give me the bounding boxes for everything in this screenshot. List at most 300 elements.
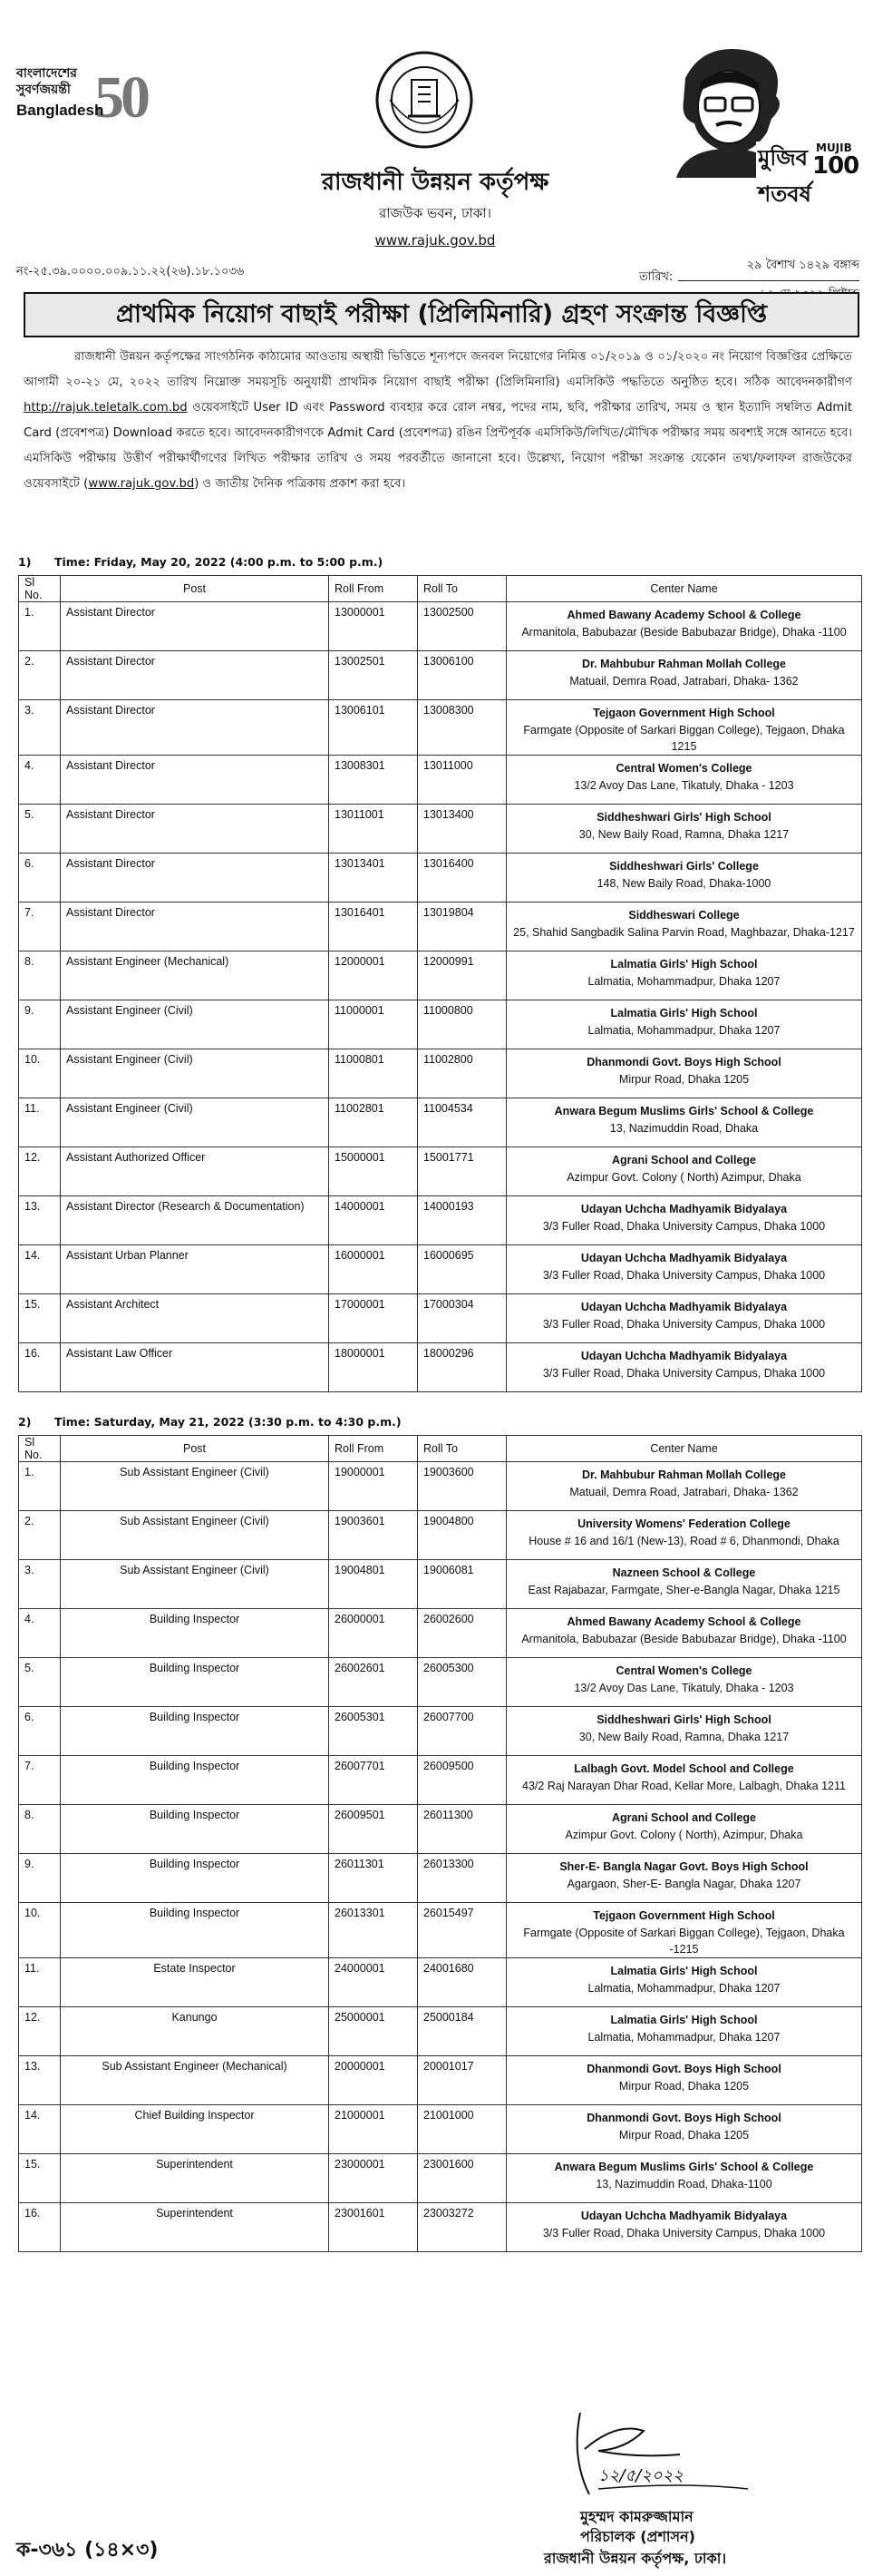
cell-center [507,2007,862,2056]
cell-roll-from: 19000001 [329,1462,418,1511]
table-row [19,1903,862,1958]
center-address: 3/3 Fuller Road, Dhaka University Campus, Dhaka 1000 [542,1220,826,1233]
signatory-title: পরিচালক (প্রশাসন) [580,2528,695,2545]
cell-post: Assistant Authorized Officer [61,1147,329,1196]
cell-post: Building Inspector [61,1658,329,1707]
col-post: Post [61,1436,329,1462]
cell-post: Assistant Director [61,602,329,651]
cell-sl: 9. [19,1854,61,1903]
cell-center [507,1000,862,1049]
cell-center [507,951,862,1000]
cell-roll-from: 24000001 [329,1958,418,2007]
logo-word: Bangladesh [16,102,104,119]
table-row [19,1049,862,1098]
cell-center [507,1511,862,1560]
table-row [19,756,862,805]
center-name: Udayan Uchcha Madhyamik Bidyalaya [580,1203,788,1215]
center-address: Agargaon, Sher-E- Bangla Nagar, Dhaka 1207 [567,1878,801,1890]
cell-sl: 7. [19,1756,61,1805]
table-row [19,1511,862,1560]
cell-roll-from: 26002601 [329,1658,418,1707]
cell-roll-to: 26011300 [418,1805,507,1854]
center-name: Lalmatia Girls' High School [610,958,758,971]
cell-center [507,1147,862,1196]
cell-post: Assistant Director [61,651,329,700]
cell-roll-to: 19003600 [418,1462,507,1511]
cell-roll-to: 19006081 [418,1560,507,1609]
date-label: তারিখ: [639,270,674,284]
cell-center [507,903,862,951]
schedule-1-heading [18,555,383,569]
center-name: Agrani School and College [611,1811,757,1824]
cell-post: Sub Assistant Engineer (Civil) [61,1511,329,1560]
cell-sl: 8. [19,951,61,1000]
cell-roll-to: 13008300 [418,700,507,756]
cell-roll-from: 13008301 [329,756,418,805]
cell-center [507,700,862,756]
center-address: Lalmatia, Mohammadpur, Dhaka 1207 [587,1024,781,1037]
cell-center [507,651,862,700]
table-row [19,1245,862,1294]
cell-sl: 14. [19,1245,61,1294]
cell-center [507,1756,862,1805]
center-address: Azimpur Govt. Colony ( North) Azimpur, Dhaka [567,1171,801,1184]
cell-sl: 16. [19,1343,61,1392]
col-center: Center Name [507,576,862,602]
table-row [19,1854,862,1903]
cell-sl: 10. [19,1903,61,1958]
cell-sl: 16. [19,2203,61,2252]
cell-center [507,1707,862,1756]
center-address: 3/3 Fuller Road, Dhaka University Campus, Dhaka 1000 [542,1269,826,1282]
table-row [19,1609,862,1658]
cell-center [507,1294,862,1343]
cell-sl: 2. [19,651,61,700]
organization-name: রাজধানী উন্নয়ন কর্তৃপক্ষ [321,169,549,196]
center-name: Ahmed Bawany Academy School & College [567,609,801,621]
center-name: Dr. Mahbubur Rahman Mollah College [581,1469,787,1481]
cell-center [507,1245,862,1294]
cell-roll-from: 20000001 [329,2056,418,2105]
cell-post: Kanungo [61,2007,329,2056]
cell-roll-from: 11000801 [329,1049,418,1098]
cell-roll-to: 12000991 [418,951,507,1000]
cell-roll-to: 13016400 [418,854,507,903]
center-address: 13, Nazimuddin Road, Dhaka-1100 [596,2178,772,2191]
cell-roll-to: 11004534 [418,1098,507,1147]
cell-sl: 7. [19,903,61,951]
cell-sl: 3. [19,1560,61,1609]
center-name: Lalmatia Girls' High School [610,1007,758,1020]
logo-number: 50 [94,64,147,131]
center-name: Sher-E- Bangla Nagar Govt. Boys High School [559,1860,809,1873]
cell-roll-to: 16000695 [418,1245,507,1294]
center-address: 13, Nazimuddin Road, Dhaka [609,1122,759,1135]
cell-roll-to: 15001771 [418,1147,507,1196]
table-row [19,651,862,700]
mujib-number: 100 [812,152,859,180]
cell-roll-to: 26015497 [418,1903,507,1958]
cell-roll-to: 13006100 [418,651,507,700]
schedule-1-table [18,575,862,1392]
center-name: Dhanmondi Govt. Boys High School [587,2063,781,2075]
logo-line-2: সুবর্ণজয়ন্তী [16,83,71,97]
center-name: Anwara Begum Muslims Girls' School & College [554,1105,814,1117]
cell-roll-from: 26005301 [329,1707,418,1756]
cell-center [507,805,862,854]
center-address: Lalmatia, Mohammadpur, Dhaka 1207 [587,1982,781,1995]
cell-roll-from: 25000001 [329,2007,418,2056]
cell-roll-from: 18000001 [329,1343,418,1392]
table-row [19,1196,862,1245]
ad-code: ক-৩৬১ (১৪×৩) [16,2539,159,2561]
cell-roll-to: 26007700 [418,1707,507,1756]
cell-post: Sub Assistant Engineer (Civil) [61,1560,329,1609]
center-address: Mirpur Road, Dhaka 1205 [618,1073,750,1086]
center-name: Udayan Uchcha Madhyamik Bidyalaya [580,1252,788,1264]
col-sl: Sl No. [19,576,61,602]
cell-roll-to: 19004800 [418,1511,507,1560]
cell-post: Assistant Engineer (Civil) [61,1000,329,1049]
table-row [19,700,862,756]
cell-post: Assistant Architect [61,1294,329,1343]
center-name: University Womens' Federation College [577,1517,791,1530]
center-address: 30, New Baily Road, Ramna, Dhaka 1217 [578,1731,790,1743]
cell-roll-from: 21000001 [329,2105,418,2154]
cell-center [507,602,862,651]
cell-roll-to: 13002500 [418,602,507,651]
center-address: 13/2 Avoy Das Lane, Tikatuly, Dhaka - 1203 [574,779,794,792]
cell-post: Building Inspector [61,1903,329,1958]
center-name: Udayan Uchcha Madhyamik Bidyalaya [580,2210,788,2222]
table-row [19,854,862,903]
cell-roll-to: 24001680 [418,1958,507,2007]
cell-center [507,1098,862,1147]
cell-post: Building Inspector [61,1707,329,1756]
schedule-1-time: Time: Friday, May 20, 2022 (4:00 p.m. to 5:00 p.m.) [54,555,383,569]
center-name: Anwara Begum Muslims Girls' School & College [554,2161,814,2173]
center-address: Matuail, Demra Road, Jatrabari, Dhaka- 1362 [569,675,799,688]
mujib-centenary-logo [649,42,859,207]
center-address: 148, New Baily Road, Dhaka-1000 [597,877,771,890]
cell-sl: 1. [19,602,61,651]
cell-center [507,2105,862,2154]
cell-center [507,2056,862,2105]
center-name: Lalbagh Govt. Model School and College [574,1762,794,1775]
center-address: Armanitola, Babubazar (Beside Babubazar Bridge), Dhaka -1100 [521,1633,847,1645]
cell-sl: 10. [19,1049,61,1098]
cell-post: Sub Assistant Engineer (Mechanical) [61,2056,329,2105]
cell-roll-from: 26000001 [329,1609,418,1658]
cell-center [507,1609,862,1658]
table-row [19,1958,862,2007]
table-row [19,1560,862,1609]
cell-center [507,1958,862,2007]
cell-sl: 2. [19,1511,61,1560]
logo-line-1: বাংলাদেশের [16,66,77,81]
center-address: 3/3 Fuller Road, Dhaka University Campus, Dhaka 1000 [542,1318,826,1331]
cell-center [507,2154,862,2203]
date-bangla: ২৯ বৈশাখ ১৪২৯ বঙ্গাব্দ [678,257,859,281]
table-row [19,1462,862,1511]
center-address: Matuail, Demra Road, Jatrabari, Dhaka- 1362 [569,1486,799,1498]
cell-roll-from: 13013401 [329,854,418,903]
cell-post: Assistant Director [61,700,329,756]
schedule-2-rows [19,1462,862,2252]
cell-center [507,1903,862,1958]
cell-post: Superintendent [61,2203,329,2252]
schedule-2-number: 2) [18,1415,32,1429]
center-name: Siddheswari College [628,909,740,922]
cell-center [507,1049,862,1098]
center-address: Azimpur Govt. Colony ( North), Azimpur, Dhaka [565,1829,803,1841]
cell-post: Superintendent [61,2154,329,2203]
cell-center [507,1560,862,1609]
cell-post: Building Inspector [61,1756,329,1805]
cell-sl: 13. [19,2056,61,2105]
cell-roll-from: 17000001 [329,1294,418,1343]
table-row [19,1658,862,1707]
cell-sl: 14. [19,2105,61,2154]
table-row [19,1805,862,1854]
cell-roll-from: 14000001 [329,1196,418,1245]
center-address: East Rajabazar, Farmgate, Sher-e-Bangla Nagar, Dhaka 1215 [528,1584,840,1596]
table-row [19,951,862,1000]
cell-roll-from: 23000001 [329,2154,418,2203]
teletalk-link[interactable]: http://rajuk.teletalk.com.bd [24,401,188,415]
center-address: 30, New Baily Road, Ramna, Dhaka 1217 [578,828,790,841]
mujib-word: MUJIB [816,141,852,154]
memo-number: নং-২৫.৩৯.০০০০.০০৯.১১.২২(২৬).১৮.১০৩৬ [16,265,245,278]
table-row [19,1098,862,1147]
organization-website[interactable]: www.rajuk.gov.bd [374,232,496,249]
cell-post: Assistant Engineer (Civil) [61,1098,329,1147]
cell-center [507,1854,862,1903]
cell-center [507,2203,862,2252]
col-center: Center Name [507,1436,862,1462]
center-name: Lalmatia Girls' High School [610,2014,758,2026]
cell-post: Assistant Law Officer [61,1343,329,1392]
cell-center [507,1805,862,1854]
cell-roll-from: 12000001 [329,951,418,1000]
center-name: Dr. Mahbubur Rahman Mollah College [581,658,787,670]
table-header-row [19,576,862,602]
col-roll-from: Roll From [329,1436,418,1462]
cell-roll-to: 13019804 [418,903,507,951]
table-row [19,2007,862,2056]
cell-sl: 4. [19,1609,61,1658]
col-roll-to: Roll To [418,576,507,602]
cell-roll-to: 11000800 [418,1000,507,1049]
cell-roll-from: 11000001 [329,1000,418,1049]
cell-roll-to: 11002800 [418,1049,507,1098]
center-address: 25, Shahid Sangbadik Salina Parvin Road, Maghbazar, Dhaka-1217 [513,926,855,939]
cell-center [507,1196,862,1245]
table-row [19,2056,862,2105]
cell-roll-from: 13016401 [329,903,418,951]
cell-sl: 6. [19,1707,61,1756]
center-name: Tejgaon Government High School [593,707,775,719]
col-roll-from: Roll From [329,576,418,602]
center-address: 3/3 Fuller Road, Dhaka University Campus, Dhaka 1000 [542,1367,826,1380]
col-sl: Sl No. [19,1436,61,1462]
notice-part-1: রাজধানী উন্নয়ন কর্তৃপক্ষের সাংগঠনিক কাঠামোর আওতায় অস্থায়ী ভিত্তিতে শূন্যপদে জনবল নিয়োগের নিমিত্ত ০১/২০১৯ ও ০১/২০২০ নং নিয়োগ বিজ্ঞপ্তির প্রেক্ষিতে আগামী ২০-২১ মে, ২০২২ তারিখ নিম্নোক্ত সময়সূচি অনুযায়ী প্রাথমিক নিয়োগ বাছাই পরীক্ষা (প্রিলিমিনারি) এমসিকিউ পদ্ধতিতে অনুষ্ঠিত হবে। সঠিক আবেদনকারীগণ [24,350,852,389]
table-row [19,2203,862,2252]
table-row [19,1343,862,1392]
table-row [19,1000,862,1049]
cell-center [507,1343,862,1392]
cell-roll-to: 14000193 [418,1196,507,1245]
cell-roll-from: 19003601 [329,1511,418,1560]
center-name: Udayan Uchcha Madhyamik Bidyalaya [580,1301,788,1313]
schedule-2-table [18,1435,862,2252]
cell-post: Assistant Director (Research & Documentation) [61,1196,329,1245]
cell-sl: 12. [19,1147,61,1196]
cell-post: Assistant Engineer (Civil) [61,1049,329,1098]
notice-part-2: ওয়েবসাইটে User ID এবং Password ব্যবহার করে রোল নম্বর, পদের নাম, ছবি, পরীক্ষার তারিখ, সময় ও স্থান ইত্যাদি সম্বলিত Admit Card (প্রবেশপত্র) Download করতে হবে। আবেদনকারীগণকে Admit Card (প্রবেশপত্র) রঙিন প্রিন্টপূর্বক এমসিকিউ/লিখিত/মৌখিক পরীক্ষার সময় অবশ্যই সঙ্গে আনতে হবে। এমসিকিউ পরীক্ষায় উত্তীর্ণ পরীক্ষার্থীগণের লিখিত পরীক্ষার তারিখ ও সময় পরবর্তীতে জানানো হবে। উল্লেখ্য, নিয়োগ পরীক্ষা সংক্রান্ত যেকোন তথ্য/ফলাফল রাজউকের ওয়েবসাইটে ( [24,401,852,491]
cell-sl: 9. [19,1000,61,1049]
cell-roll-from: 11002801 [329,1098,418,1147]
cell-roll-to: 26002600 [418,1609,507,1658]
cell-sl: 6. [19,854,61,903]
center-name: Nazneen School & College [612,1566,756,1579]
cell-post: Estate Inspector [61,1958,329,2007]
table-header-row [19,1436,862,1462]
signature-date: ১২/৫/২০২২ [598,2466,684,2485]
cell-post: Chief Building Inspector [61,2105,329,2154]
table-row [19,2105,862,2154]
cell-post: Sub Assistant Engineer (Civil) [61,1462,329,1511]
center-address: Farmgate (Opposite of Sarkari Biggan College), Tejgaon, Dhaka 1215 [523,724,845,753]
center-name: Agrani School and College [611,1154,757,1166]
cell-sl: 5. [19,805,61,854]
center-name: Siddheshwari Girls' College [609,860,759,873]
center-address: 3/3 Fuller Road, Dhaka University Campus, Dhaka 1000 [542,2227,826,2239]
cell-post: Assistant Director [61,903,329,951]
center-name: Udayan Uchcha Madhyamik Bidyalaya [580,1350,788,1362]
rajuk-link[interactable]: www.rajuk.gov.bd [88,477,195,491]
table-row [19,602,862,651]
cell-sl: 15. [19,1294,61,1343]
cell-sl: 4. [19,756,61,805]
golden-jubilee-logo [16,62,152,166]
cell-roll-to: 26013300 [418,1854,507,1903]
cell-roll-from: 13000001 [329,602,418,651]
table-row [19,903,862,951]
center-address: Lalmatia, Mohammadpur, Dhaka 1207 [587,975,781,988]
cell-roll-from: 13006101 [329,700,418,756]
center-name: Dhanmondi Govt. Boys High School [587,1056,781,1068]
table-row [19,1147,862,1196]
cell-post: Assistant Urban Planner [61,1245,329,1294]
center-address: House # 16 and 16/1 (New-13), Road # 6, Dhanmondi, Dhaka [529,1535,839,1547]
center-address: Armanitola, Babubazar (Beside Babubazar Bridge), Dhaka -1100 [521,626,847,639]
cell-post: Building Inspector [61,1854,329,1903]
center-address: Mirpur Road, Dhaka 1205 [618,2080,750,2093]
notice-title: প্রাথমিক নিয়োগ বাছাই পরীক্ষা (প্রিলিমিনারি) গ্রহণ সংক্রান্ত বিজ্ঞপ্তি [24,292,859,337]
cell-sl: 12. [19,2007,61,2056]
rajuk-emblem-icon [372,47,477,152]
cell-roll-from: 19004801 [329,1560,418,1609]
schedule-2-time: Time: Saturday, May 21, 2022 (3:30 p.m. to 4:30 p.m.) [54,1415,402,1429]
center-name: Tejgaon Government High School [593,1909,775,1922]
col-roll-to: Roll To [418,1436,507,1462]
cell-roll-to: 26009500 [418,1756,507,1805]
cell-post: Building Inspector [61,1805,329,1854]
cell-roll-from: 13002501 [329,651,418,700]
center-address: Farmgate (Opposite of Sarkari Biggan College), Tejgaon, Dhaka -1215 [523,1927,845,1956]
cell-sl: 1. [19,1462,61,1511]
cell-sl: 11. [19,1958,61,2007]
cell-roll-to: 13013400 [418,805,507,854]
cell-sl: 8. [19,1805,61,1854]
table-row [19,805,862,854]
cell-roll-from: 13011001 [329,805,418,854]
cell-post: Building Inspector [61,1609,329,1658]
cell-center [507,756,862,805]
cell-roll-to: 17000304 [418,1294,507,1343]
center-name: Ahmed Bawany Academy School & College [567,1615,801,1628]
cell-roll-from: 16000001 [329,1245,418,1294]
schedule-1-rows [19,602,862,1392]
cell-center [507,1462,862,1511]
cell-sl: 11. [19,1098,61,1147]
signatory-organization: রাজধানী উন্নয়ন কর্তৃপক্ষ, ঢাকা। [544,2550,727,2567]
cell-center [507,854,862,903]
cell-post: Assistant Director [61,756,329,805]
center-address: Lalmatia, Mohammadpur, Dhaka 1207 [587,2031,781,2044]
cell-roll-from: 23001601 [329,2203,418,2252]
cell-sl: 13. [19,1196,61,1245]
cell-roll-to: 26005300 [418,1658,507,1707]
cell-roll-from: 26013301 [329,1903,418,1958]
col-post: Post [61,576,329,602]
cell-roll-from: 15000001 [329,1147,418,1196]
center-address: Mirpur Road, Dhaka 1205 [618,2129,750,2142]
mujib-title: মুজিব শতবর্ষ [756,141,859,214]
table-row [19,1707,862,1756]
cell-roll-to: 18000296 [418,1343,507,1392]
center-address: 13/2 Avoy Das Lane, Tikatuly, Dhaka - 1203 [574,1682,794,1694]
cell-post: Assistant Director [61,805,329,854]
cell-sl: 3. [19,700,61,756]
cell-roll-to: 23001600 [418,2154,507,2203]
cell-center [507,1658,862,1707]
schedule-2-heading [18,1415,402,1429]
cell-roll-to: 20001017 [418,2056,507,2105]
center-name: Central Women's College [616,762,752,775]
cell-post: Assistant Engineer (Mechanical) [61,951,329,1000]
cell-sl: 15. [19,2154,61,2203]
table-row [19,2154,862,2203]
schedule-1-number: 1) [18,555,32,569]
cell-roll-to: 21001000 [418,2105,507,2154]
table-row [19,1756,862,1805]
signature-icon [544,2395,761,2513]
notice-body [24,345,852,497]
cell-roll-from: 26007701 [329,1756,418,1805]
cell-roll-to: 13011000 [418,756,507,805]
organization-address: রাজউক ভবন, ঢাকা। [378,205,492,221]
center-name: Siddheshwari Girls' High School [597,811,771,824]
signatory-name: মুহম্মদ কামরুজ্জামান [580,2508,694,2525]
cell-roll-to: 23003272 [418,2203,507,2252]
center-address: 43/2 Raj Narayan Dhar Road, Kellar More, Lalbagh, Dhaka 1211 [522,1780,846,1792]
cell-post: Assistant Director [61,854,329,903]
center-name: Lalmatia Girls' High School [610,1965,758,1977]
center-name: Dhanmondi Govt. Boys High School [587,2112,781,2124]
center-name: Central Women's College [616,1664,752,1677]
